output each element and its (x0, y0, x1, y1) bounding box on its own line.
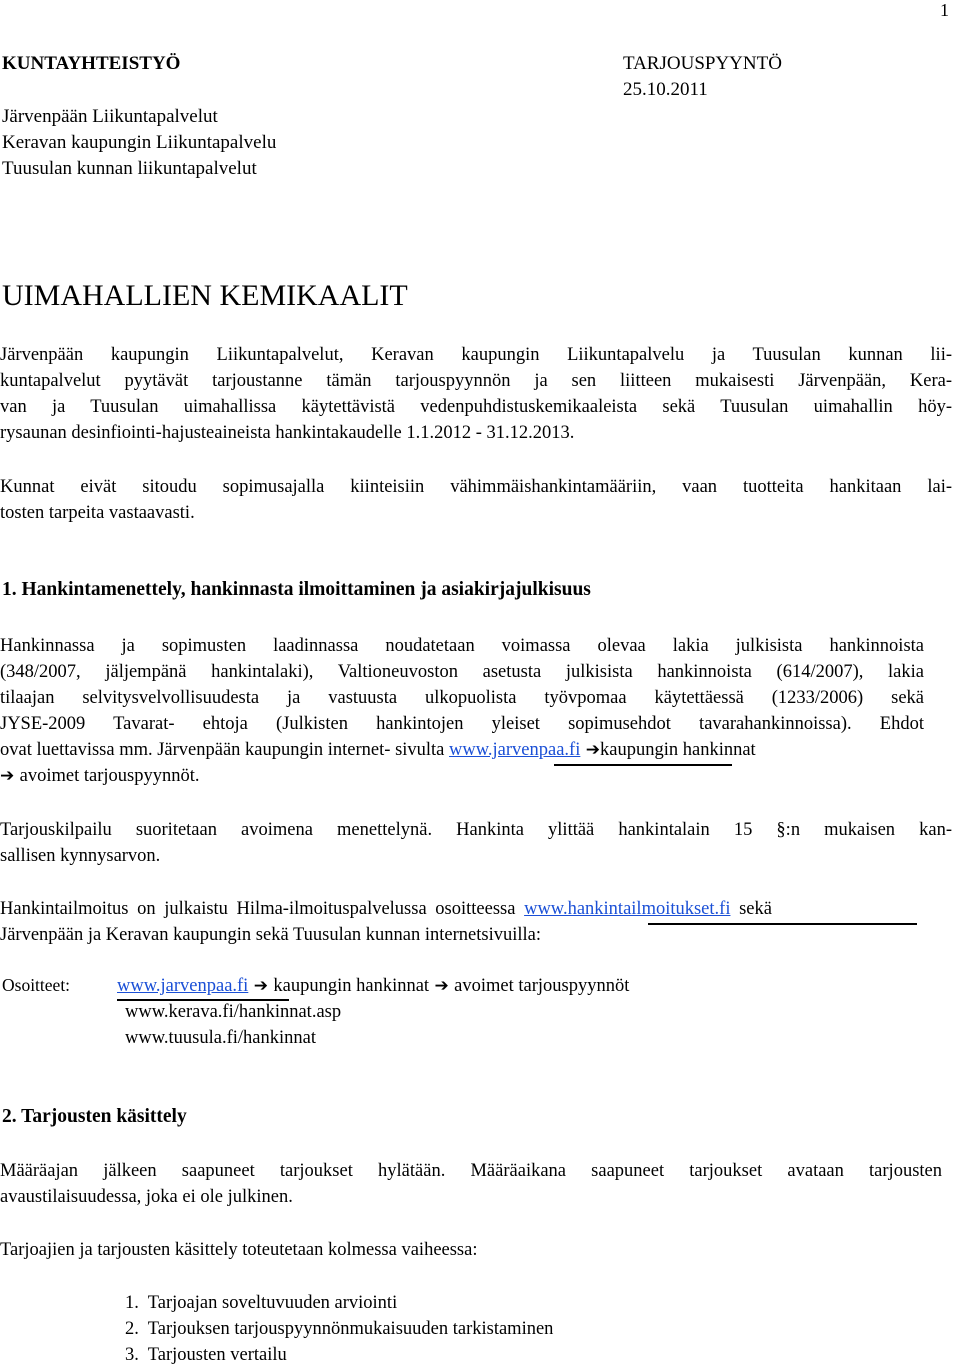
address-1 (117, 973, 629, 999)
section-1-paragraph-1 (0, 633, 924, 737)
address-2: www.kerava.fi/hankinnat.asp (125, 1002, 342, 1022)
section-1-last-line (0, 763, 200, 789)
link-underline (648, 923, 917, 925)
page-number: 1 (940, 0, 949, 20)
step-3: 3. Tarjousten vertailu (125, 1345, 287, 1365)
link-underline (554, 764, 732, 766)
step-2: 2. Tarjouksen tarjouspyynnönmukaisuuden tarkistaminen (125, 1319, 554, 1339)
text-line: kuntapalvelut pyytävät tarjoustanne tämän tarjouspyynnön ja sen liitteen mukaisesti Järvenpään, Kera- (0, 371, 952, 391)
text-line: van ja Tuusulan uimahallissa käytettävistä vedenpuhdistuskemikaaleista sekä Tuusulan uimahallin höy- (0, 397, 952, 417)
member-2: Keravan kaupungin Liikuntapalvelu (2, 132, 277, 153)
right-arrow-icon: ➔ (248, 976, 274, 996)
text-line: Tarjouskilpailu suoritetaan avoimena menettelynä. Hankinta ylittää hankintalain 15 §:n mukaisen kan- (0, 820, 952, 840)
section-1-paragraph-3 (0, 896, 958, 922)
jarvenpaa-link[interactable]: www.jarvenpaa.fi (449, 740, 581, 760)
text-line: tilaajan selvitysvelvollisuudesta ja vastuusta ulkopuolista työvpomaa käytettäessä (1233/2006) sekä (0, 688, 924, 708)
right-arrow-icon: ➔ (0, 766, 20, 786)
text-line: rysaunan desinfiointi-hajusteaineista hankintakaudelle 1.1.2012 - 31.12.2013. (0, 423, 575, 443)
text-segment: sekä (730, 899, 772, 919)
jarvenpaa-link[interactable]: www.jarvenpaa.fi (117, 976, 249, 996)
doc-date: 25.10.2011 (623, 79, 708, 100)
section-2-paragraph-2: Tarjoajien ja tarjousten käsittely toteutetaan kolmessa vaiheessa: (0, 1240, 478, 1260)
step-1: 1. Tarjoajan soveltuvuuden arviointi (125, 1293, 398, 1313)
text-line: Hankinnassa ja sopimusten laadinnassa noudatetaan voimassa olevaa lakia julkisista hankinnoista (0, 636, 924, 656)
intro-paragraph-1 (0, 342, 952, 446)
text-segment: Hankintailmoitus on julkaistu Hilma-ilmoituspalvelussa osoitteessa (0, 899, 525, 919)
section-1-heading: 1. Hankintamenettely, hankinnasta ilmoittaminen ja asiakirjajulkisuus (2, 579, 591, 600)
hankintailmoitukset-link[interactable]: www.hankintailmoitukset.fi (524, 899, 731, 919)
section-1-link-line (0, 737, 940, 763)
section-1-paragraph-2 (0, 817, 952, 869)
doc-type: TARJOUSPYYNTÖ (623, 53, 782, 74)
text-line: JYSE-2009 Tavarat- ehtoja (Julkisten hankintojen yleiset sopimusehdot tavarahankinnoissa). Ehdot (0, 714, 924, 734)
text-line: Järvenpään kaupungin Liikuntapalvelut, Keravan kaupungin Liikuntapalvelu ja Tuusulan kunnan lii- (0, 345, 952, 365)
text-line: Määräajan jälkeen saapuneet tarjoukset hylätään. Määräaikana saapuneet tarjoukset avataan tarjousten (0, 1161, 942, 1181)
text-line: avaustilaisuudessa, joka ei ole julkinen. (0, 1187, 293, 1207)
addresses-label: Osoitteet: (2, 975, 71, 995)
member-3: Tuusulan kunnan liikuntapalvelut (2, 158, 257, 179)
text-line: sallisen kynnysarvon. (0, 846, 161, 866)
section-2-heading: 2. Tarjousten käsittely (2, 1106, 187, 1127)
text-segment: avoimet tarjouspyynnöt (454, 976, 630, 996)
address-3: www.tuusula.fi/hankinnat (125, 1028, 316, 1048)
text-line: Kunnat eivät sitoudu sopimusajalla kiinteisiin vähimmäishankintamääriin, vaan tuotteita hankitaan lai- (0, 477, 952, 497)
text-segment: kaupungin hankinnat (600, 740, 756, 760)
document-title: UIMAHALLIEN KEMIKAALIT (2, 279, 408, 312)
text-segment: avoimet tarjouspyynnöt. (19, 766, 200, 786)
right-arrow-icon: ➔ (429, 976, 455, 996)
text-segment: ovat luettavissa mm. Järvenpään kaupungin internet- sivulta (0, 740, 450, 760)
member-1: Järvenpään Liikuntapalvelut (2, 106, 218, 127)
intro-paragraph-2 (0, 474, 952, 526)
right-arrow-icon: ➔ (580, 740, 601, 760)
text-line: tosten tarpeita vastaavasti. (0, 503, 195, 523)
text-segment: kaupungin hankinnat (273, 976, 430, 996)
section-1-paragraph-3-line-2: Järvenpään ja Keravan kaupungin sekä Tuusulan kunnan internetsivuilla: (0, 925, 541, 945)
org-title: KUNTAYHTEISTYÖ (2, 53, 181, 74)
text-line: (348/2007, jäljempänä hankintalaki), Valtioneuvoston asetusta julkisista hankinnoista (614/2007), lakia (0, 662, 924, 682)
section-2-paragraph-1 (0, 1158, 942, 1210)
